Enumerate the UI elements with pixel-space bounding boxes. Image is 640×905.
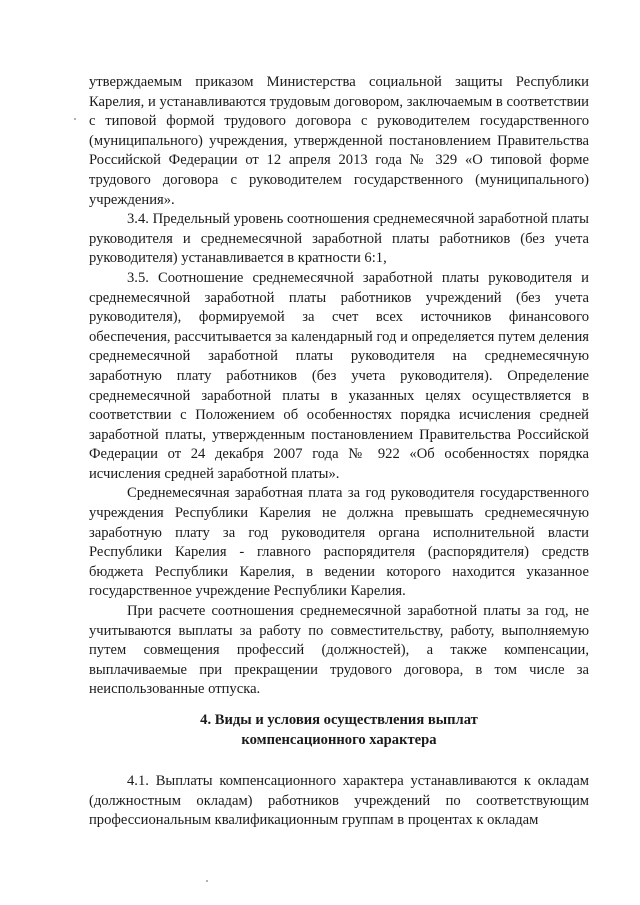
body-text-top <box>89 73 589 700</box>
scan-speck <box>206 880 208 882</box>
paragraph-continuation: утверждаемым приказом Министерства социальной защиты Республики Карелия, и устанавливаются трудовым договором, заключаемым в соответствии с типовой формой трудового договора с руководителем государственного (муниципального) учреждения, утвержденной постановлением Правительства Российской Федерации от 12 апреля 2013 года № 329 «О типовой форме трудового договора с руководителем государственного (муниципального) учреждения». <box>89 74 589 208</box>
paragraph-exclusions: При расчете соотношения среднемесячной заработной платы за год, не учитываются выплаты за работу по совместительству, работу, выполняемую путем совмещения профессий (должностей), а также компенсации, выплачиваемые при прекращении трудового договора, в том числе за неиспользованные отпуска. <box>89 603 589 698</box>
section-heading-line-1: 4. Виды и условия осуществления выплат <box>200 712 478 728</box>
section-heading <box>89 711 589 750</box>
paragraph-3-5: 3.5. Соотношение среднемесячной заработной платы руководителя и среднемесячной заработной платы работников учреждений (без учета руководителя), формируемой за счет всех источников финансового обеспечения, рассчитывается за календарный год и определяется путем деления среднемесячной заработной платы руководителя на среднемесячную заработную плату работников (без учета руководителя). Определение среднемесячной заработной платы в указанных целях осуществляется в соответствии с Положением об особенностях порядка исчисления средней заработной платы, утвержденным постановлением Правительства Российской Федерации от 24 декабря 2007 года № 922 «Об особенностях порядка исчисления средней заработной платы». <box>89 269 589 482</box>
body-text-bottom <box>89 772 589 831</box>
paragraph-4-1: 4.1. Выплаты компенсационного характера устанавливаются к окладам (должностным окладам) работников учреждений по соответствующим профессиональным квалификационным группам в процентах к окладам <box>89 773 589 829</box>
section-heading-line-2: компенсационного характера <box>241 731 437 748</box>
paragraph-3-4: 3.4. Предельный уровень соотношения среднемесячной заработной платы руководителя и среднемесячной заработной платы работников (без учета руководителя) устанавливается в кратности 6:1, <box>89 211 589 267</box>
scan-speck <box>74 118 76 120</box>
paragraph-salary-limit: Среднемесячная заработная плата за год руководителя государственного учреждения Республики Карелия не должна превышать среднемесячную заработную плату за год руководителя органа исполнительной власти Республики Карелия - главного распорядителя (распорядителя) средств бюджета Республики Карелия, в ведении которого находится указанное государственное учреждение Республики Карелия. <box>89 485 589 600</box>
